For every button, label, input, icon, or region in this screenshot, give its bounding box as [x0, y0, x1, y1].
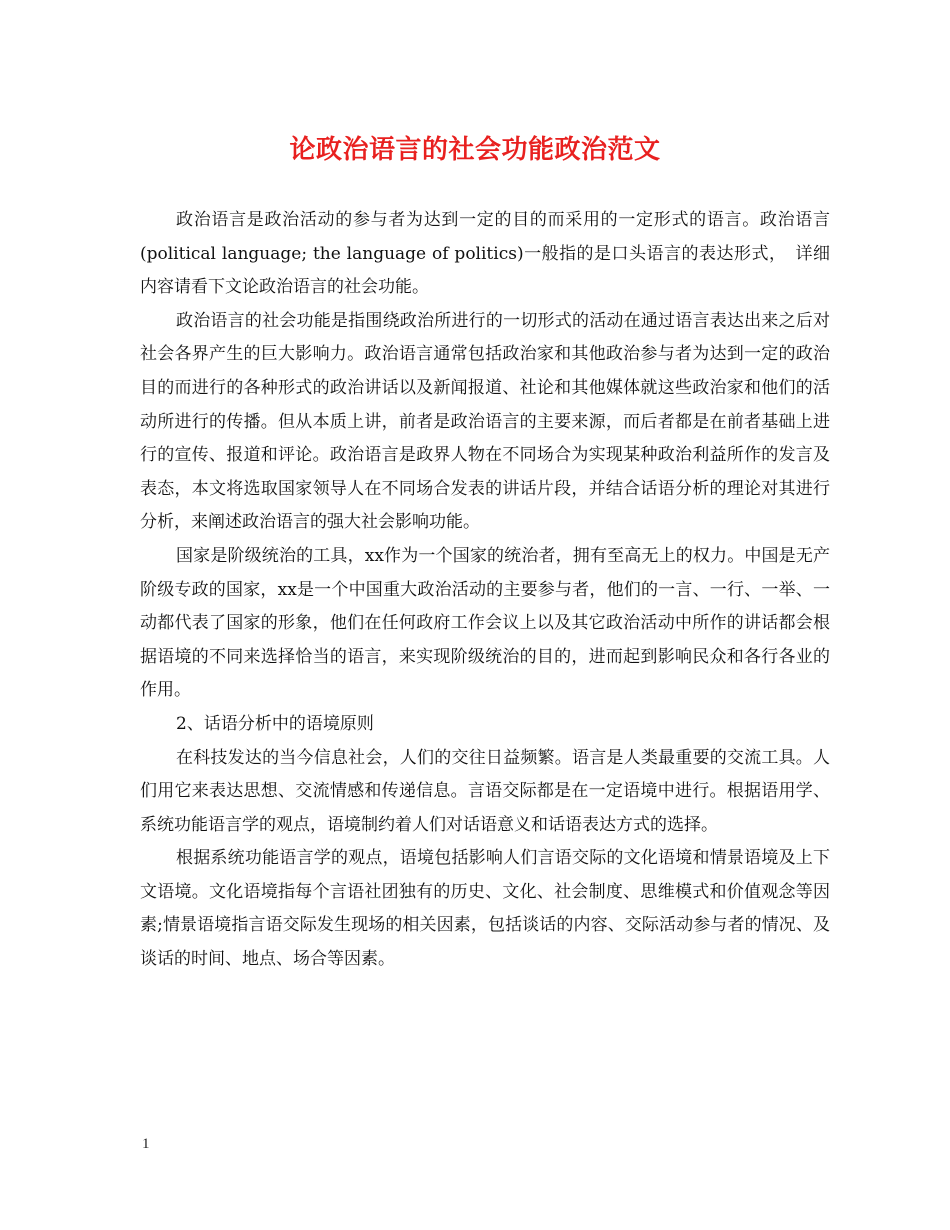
paragraph-intro: 政治语言是政治活动的参与者为达到一定的目的而采用的一定形式的语言。政治语言(political language; the language of politics)一般指的是口头语言的表达形式， 详细内容请看下文论政治语言的社会功能。	[140, 210, 830, 298]
paragraph-context-types: 根据系统功能语言学的观点，语境包括影响人们言语交际的文化语境和情景语境及上下文语境。文化语境指每个言语社团独有的历史、文化、社会制度、思维模式和价值观念等因素;情景语境指言语交际发生现场的相关因素，包括谈话的内容、交际活动参与者的情况、及谈话的时间、地点、场合等因素。	[140, 848, 830, 970]
paragraph-social-function: 政治语言的社会功能是指围绕政治所进行的一切形式的活动在通过语言表达出来之后对社会各界产生的巨大影响力。政治语言通常包括政治家和其他政治参与者为达到一定的政治目的而进行的各种形式的政治讲话以及新闻报道、社论和其他媒体就这些政治家和他们的活动所进行的传播。但从本质上讲，前者是政治语言的主要来源，而后者都是在前者基础上进行的宣传、报道和评论。政治语言是政界人物在不同场合为实现某种政治利益所作的发言及表态，本文将选取国家领导人在不同场合发表的讲话片段，并结合话语分析的理论对其进行分析，来阐述政治语言的强大社会影响功能。	[140, 310, 830, 533]
paragraph-communication: 在科技发达的当今信息社会，人们的交往日益频繁。语言是人类最重要的交流工具。人们用它来表达思想、交流情感和传递信息。言语交际都是在一定语境中进行。根据语用学、系统功能语言学的观点，语境制约着人们对话语意义和话语表达方式的选择。	[140, 747, 830, 835]
paragraph-state: 国家是阶级统治的工具，xx作为一个国家的统治者，拥有至高无上的权力。中国是无产阶级专政的国家，xx是一个中国重大政治活动的主要参与者，他们的一言、一行、一举、一动都代表了国家的形象，他们在任何政府工作会议上以及其它政治活动中所作的讲话都会根据语境的不同来选择恰当的语言，来实现阶级统治的目的，进而起到影响民众和各行各业的作用。	[140, 545, 830, 701]
section-heading-context-principle: 2、话语分析中的语境原则	[176, 713, 374, 734]
document-title: 论政治语言的社会功能政治范文	[289, 135, 661, 165]
page-number: 1	[142, 1136, 150, 1152]
document-body	[140, 204, 830, 977]
